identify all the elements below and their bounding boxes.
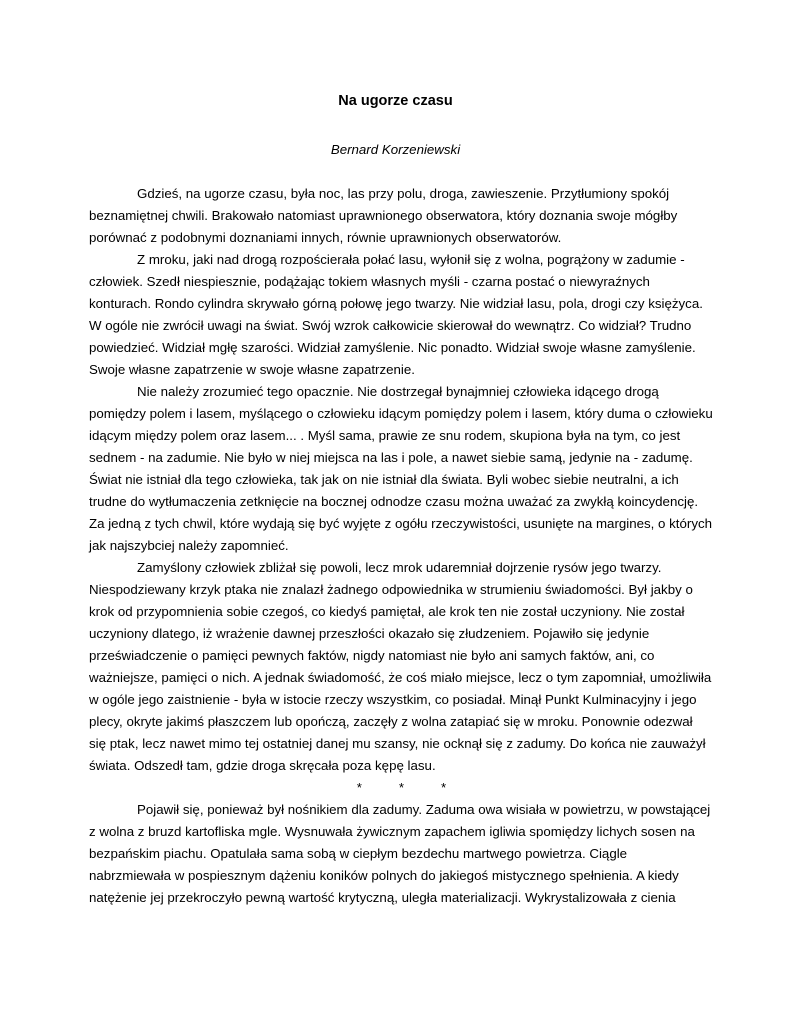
paragraph-line: konturach. Rondo cylindra skrywało górną połowę jego twarzy. Nie widział lasu, pola, drogi czy księżyca.: [89, 296, 703, 311]
paragraph-line: z wolna z bruzd kartofliska mgle. Wysnuwała żywicznym zapachem igliwia spomiędzy lichych sosen na: [89, 824, 695, 839]
paragraph-line: krok od przypomnienia sobie czegoś, co kiedyś pamiętał, ale krok ten nie został uczyniony. Nie został: [89, 604, 685, 619]
paragraph-line: Z mroku, jaki nad drogą rozpościerała połać lasu, wyłonił się z wolna, pogrążony w zadumie -: [137, 252, 685, 267]
paragraph-line: Swoje własne zapatrzenie w swoje własne zapatrzenie.: [89, 362, 415, 377]
paragraph-line: trudne do wytłumaczenia zetknięcie na bocznej odnodze czasu można uważać za zwykłą koincydencję.: [89, 494, 699, 509]
paragraph-line: beznamiętnej chwili. Brakowało natomiast uprawnionego obserwatora, który doznania swoje mógłby: [89, 208, 678, 223]
paragraph-line: nabrzmiewała w pospiesznym dążeniu koników polnych do jakiegoś mistycznego spełnienia. A kiedy: [89, 868, 679, 883]
paragraph-line: jak najszybciej należy zapomnieć.: [89, 538, 289, 553]
paragraph-line: powiedzieć. Widział mgłę szarości. Widział zamyślenie. Nic ponadto. Widział swoje własne zamyślenie.: [89, 340, 696, 355]
section-separator: * * *: [356, 780, 447, 795]
paragraph: [89, 249, 714, 381]
paragraph-line: bezpańskim piachu. Opatulała sama sobą w ciepłym bezdechu martwego powietrza. Ciągle: [89, 846, 628, 861]
paragraph-line: ważniejsze, pamięci o nich. A jednak świadomość, że coś miało miejsce, lecz o tym zapomniał, umożliwiła: [89, 670, 712, 685]
paragraph-line: uczyniony dlatego, iż wrażenie dawnej przeszłości okazało się złudzeniem. Pojawiło się jedynie: [89, 626, 650, 641]
paragraph-line: W ogóle nie zwrócił uwagi na świat. Swój wzrok całkowicie skierował do wewnątrz. Co widział? Trudno: [89, 318, 692, 333]
paragraph-line: w ogóle jego zaistnienie - była w istocie rzeczy wszystkim, co posiadał. Minął Punkt Kulminacyjny i jego: [89, 692, 697, 707]
paragraph-line: Świat nie istniał dla tego człowieka, tak jak on nie istniał dla świata. Byli wobec siebie neutralni, a ich: [89, 472, 679, 487]
document-title: Na ugorze czasu: [338, 93, 453, 109]
paragraph-line: natężenie jej przekroczyło pewną wartość krytyczną, uległa materializacji. Wykrystalizowała z cienia: [89, 890, 676, 905]
paragraph-line: porównać z podobnymi doznaniami innych, równie uprawnionych obserwatorów.: [89, 230, 562, 245]
paragraph-line: człowiek. Szedł niespiesznie, podążając tokiem własnych myśli - czarna postać o niewyraźnych: [89, 274, 650, 289]
paragraph-line: Za jedną z tych chwil, które wydają się być wyjęte z ogółu rzeczywistości, usunięte na margines, o których: [89, 516, 713, 531]
document-body: [89, 183, 714, 909]
paragraph-line: się ptak, lecz nawet mimo tej ostatniej danej mu szansy, nie ocknął się z zadumy. Do końca nie zauważył: [89, 736, 706, 751]
paragraph-line: idącym między polem oraz lasem... . Myśl sama, prawie ze snu rodem, skupiona była na tym, co jest: [89, 428, 681, 443]
paragraph-line: Niespodziewany krzyk ptaka nie znalazł żadnego odpowiednika w strumieniu świadomości. Był jakby o: [89, 582, 693, 597]
paragraph: [89, 183, 714, 249]
paragraph-line: plecy, okryte jakimś płaszczem lub opończą, zaczęły z wolna zatapiać się w mroku. Ponownie odezwał: [89, 714, 693, 729]
paragraph-line: Zamyślony człowiek zbliżał się powoli, lecz mrok udaremniał dojrzenie rysów jego twarzy.: [137, 560, 662, 575]
paragraph-line: Pojawił się, ponieważ był nośnikiem dla zadumy. Zaduma owa wisiała w powietrzu, w powstającej: [137, 802, 711, 817]
paragraph-line: pomiędzy polem i lasem, myślącego o człowieku idącym pomiędzy polem i lasem, który duma o człowieku: [89, 406, 713, 421]
document-author: Bernard Korzeniewski: [330, 142, 461, 157]
paragraph-line: świata. Odszedł tam, gdzie droga skręcała poza kępę lasu.: [89, 758, 436, 773]
paragraph-line: Gdzieś, na ugorze czasu, była noc, las przy polu, droga, zawieszenie. Przytłumiony spokój: [137, 186, 670, 201]
paragraph-line: Nie należy zrozumieć tego opacznie. Nie dostrzegał bynajmniej człowieka idącego drogą: [137, 384, 659, 399]
paragraph-line: przeświadczenie o pamięci pewnych faktów, nigdy natomiast nie było ani samych faktów, ani, co: [89, 648, 655, 663]
paragraph-line: sednem - na zadumie. Nie było w niej miejsca na las i pole, a nawet siebie samą, jedynie na - zadumę.: [89, 450, 693, 465]
paragraph: [89, 381, 714, 557]
paragraph: [89, 799, 714, 909]
paragraph: [89, 557, 714, 777]
